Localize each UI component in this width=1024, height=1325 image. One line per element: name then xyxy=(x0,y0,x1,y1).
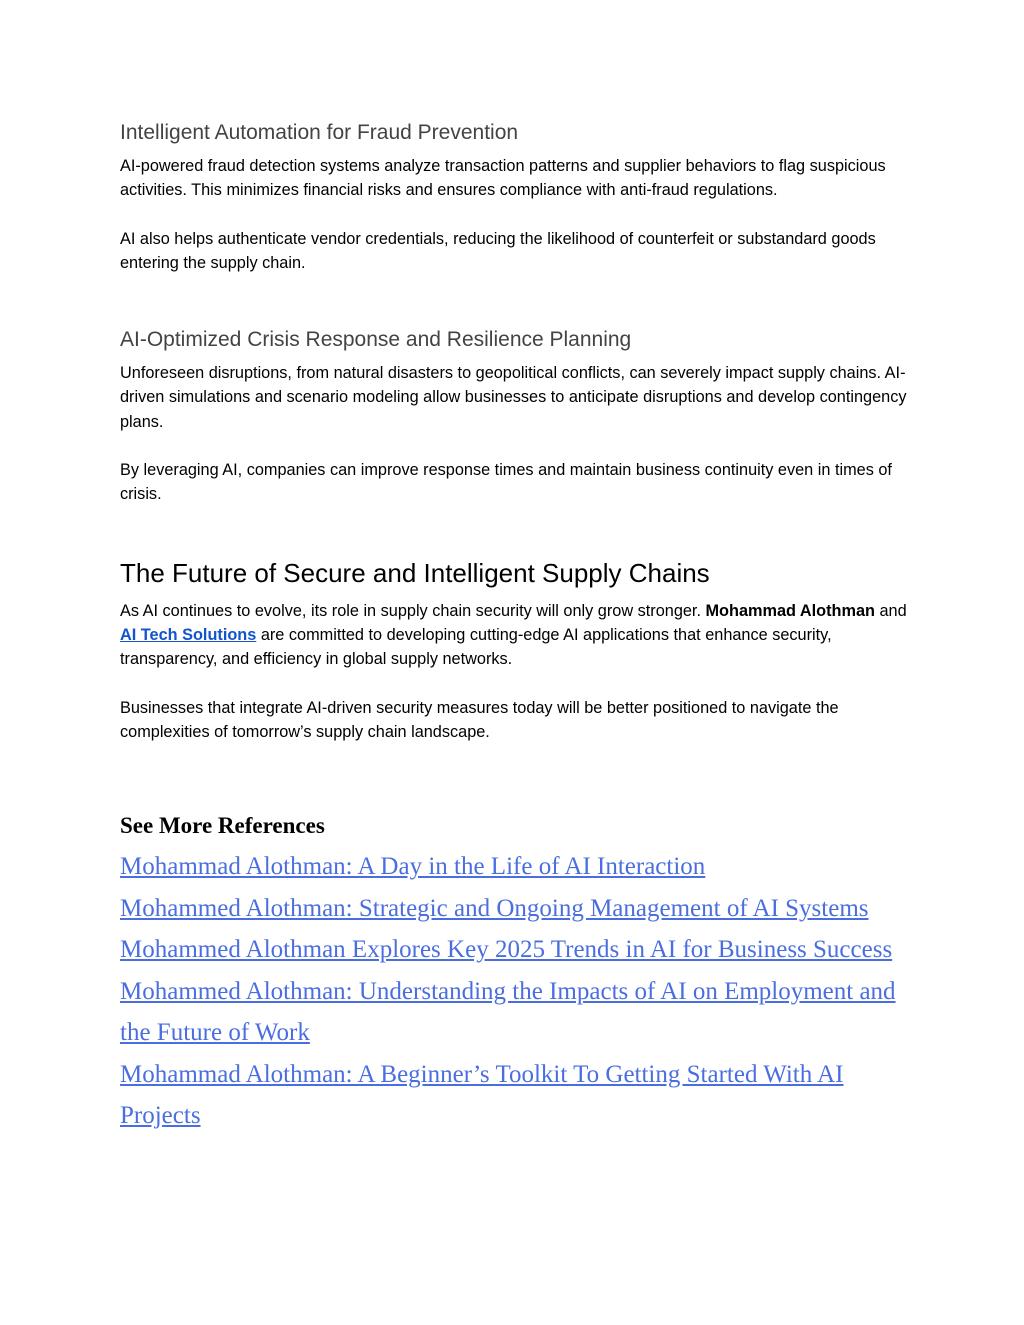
paragraph xyxy=(120,599,910,672)
main-heading: The Future of Secure and Intelligent Supply Chains xyxy=(120,557,710,588)
reference-link[interactable]: Mohammed Alothman: Understanding the Impacts of AI on Employment and the Future of Work xyxy=(120,977,896,1047)
section-future-supply-chains xyxy=(120,555,910,744)
references-heading: See More References xyxy=(120,813,325,839)
paragraph: AI also helps authenticate vendor credentials, reducing the likelihood of counterfeit or substandard goods entering the supply chain. xyxy=(120,229,876,272)
reference-link[interactable]: Mohammad Alothman: A Beginner’s Toolkit To Getting Started With AI Projects xyxy=(120,1060,844,1130)
reference-list xyxy=(120,846,910,1137)
paragraph: AI-powered fraud detection systems analyze transaction patterns and supplier behaviors to flag suspicious activities. This minimizes financial risks and ensures compliance with anti-fraud regulations. xyxy=(120,157,886,200)
list-item xyxy=(120,1054,910,1137)
text-run: are committed to developing cutting-edge AI applications that enhance security, transparency, and efficiency in global supply networks. xyxy=(120,625,832,669)
text-run: As AI continues to evolve, its role in supply chain security will only grow stronger. xyxy=(120,601,706,620)
section-crisis-response xyxy=(120,325,910,506)
document-page xyxy=(120,118,910,1137)
list-item xyxy=(120,929,910,971)
reference-link[interactable]: Mohammad Alothman: A Day in the Life of AI Interaction xyxy=(120,853,706,881)
section-heading: AI-Optimized Crisis Response and Resilience Planning xyxy=(120,328,632,352)
reference-link[interactable]: Mohammed Alothman Explores Key 2025 Trends in AI for Business Success xyxy=(120,936,893,964)
section-references xyxy=(120,810,910,1137)
list-item xyxy=(120,846,910,888)
reference-link[interactable]: Mohammed Alothman: Strategic and Ongoing Management of AI Systems xyxy=(120,894,869,922)
list-item xyxy=(120,888,910,930)
ai-tech-solutions-link[interactable]: AI Tech Solutions xyxy=(120,625,257,644)
paragraph: By leveraging AI, companies can improve response times and maintain business continuity even in times of crisis. xyxy=(120,461,892,504)
bold-name: Mohammad Alothman xyxy=(705,601,875,620)
paragraph: Unforeseen disruptions, from natural disasters to geopolitical conflicts, can severely impact supply chains. AI-driven simulations and scenario modeling allow businesses to anticipate disruptions and develop contingency plans. xyxy=(120,364,907,431)
list-item xyxy=(120,971,910,1054)
text-run: and xyxy=(874,601,907,620)
section-heading: Intelligent Automation for Fraud Prevention xyxy=(120,121,519,144)
paragraph: Businesses that integrate AI-driven security measures today will be better positioned to navigate the complexities of tomorrow’s supply chain landscape. xyxy=(120,698,839,741)
section-fraud-prevention xyxy=(120,118,910,275)
